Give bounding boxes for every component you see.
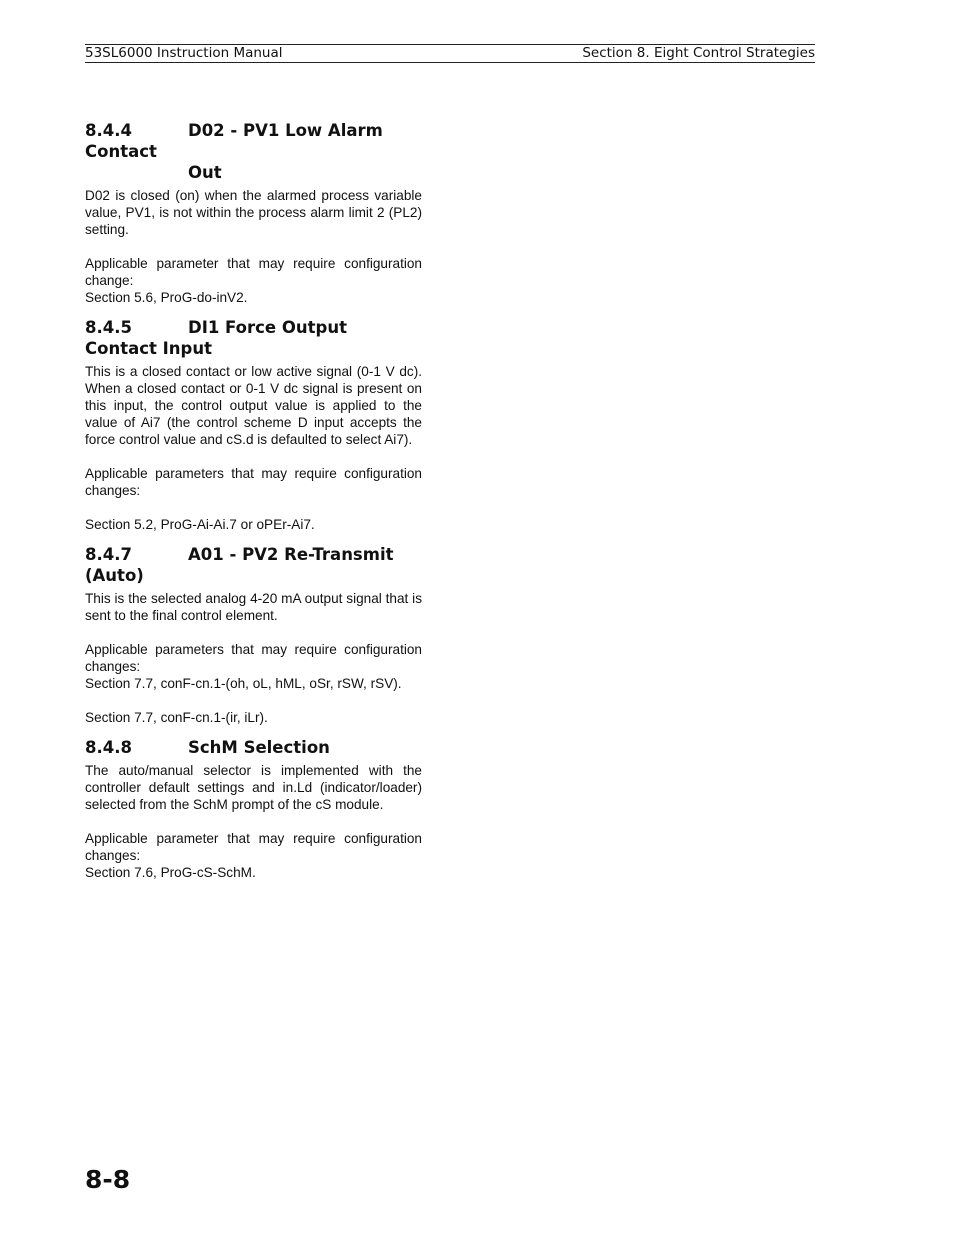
heading-title-continuation: Out: [188, 163, 222, 182]
reference-line: Section 5.6, ProG-do-inV2.: [85, 290, 248, 305]
reference-line: Section 5.2, ProG-Ai-Ai.7 or oPEr-Ai7.: [85, 517, 315, 532]
heading-8-4-4: [85, 120, 422, 183]
heading-number: 8.4.7: [85, 545, 132, 564]
heading-number: 8.4.8: [85, 738, 132, 757]
heading-8-4-7: [85, 544, 422, 586]
header-manual-title: 53SL6000 Instruction Manual: [85, 45, 283, 61]
reference-line: Section 7.7, conF-cn.1-(ir, iLr).: [85, 710, 268, 725]
page-number: 8-8: [85, 1165, 131, 1194]
body-paragraph: The auto/manual selector is implemented with the controller default settings and in.Ld (indicator/loader) selected from the SchM prompt of the cS module.: [85, 763, 422, 812]
page-header: [85, 44, 815, 63]
applicable-paragraph: Applicable parameter that may require configuration change:: [85, 256, 422, 288]
heading-title: A01 - PV2 Re-Transmit (Auto): [85, 545, 394, 585]
heading-number: 8.4.4: [85, 121, 132, 140]
body-paragraph: This is the selected analog 4-20 mA output signal that is sent to the final control element.: [85, 591, 422, 623]
header-section-title: Section 8. Eight Control Strategies: [582, 45, 815, 61]
body-paragraph: D02 is closed (on) when the alarmed process variable value, PV1, is not within the process alarm limit 2 (PL2) setting.: [85, 188, 422, 237]
heading-title: DI1 Force Output Contact Input: [85, 318, 347, 358]
heading-title: D02 - PV1 Low Alarm Contact: [85, 121, 383, 161]
heading-8-4-8: [85, 737, 422, 758]
content-column: [85, 120, 422, 881]
applicable-paragraph: Applicable parameters that may require configuration changes:: [85, 642, 422, 674]
heading-8-4-5: [85, 317, 422, 359]
applicable-paragraph: Applicable parameters that may require configuration changes:: [85, 466, 422, 498]
reference-paragraph: Section 7.7, conF-cn.1-(oh, oL, hML, oSr, rSW, rSV).: [85, 676, 402, 691]
body-paragraph: This is a closed contact or low active signal (0-1 V dc). When a closed contact or 0-1 V dc signal is present on this input, the control output value is applied to the value of Ai7 (the control scheme D input accepts the force control value and cS.d is defaulted to select Ai7).: [85, 364, 422, 447]
heading-number: 8.4.5: [85, 318, 132, 337]
heading-title: SchM Selection: [188, 738, 330, 757]
reference-line: Section 7.6, ProG-cS-SchM.: [85, 865, 256, 880]
applicable-paragraph: Applicable parameter that may require configuration changes:: [85, 831, 422, 863]
